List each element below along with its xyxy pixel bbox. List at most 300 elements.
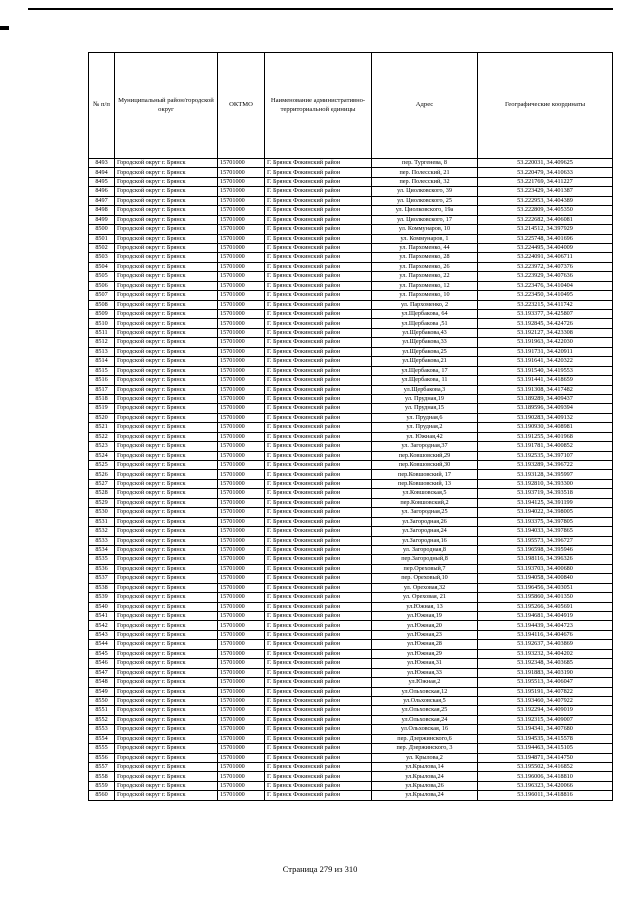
table-row <box>89 678 613 687</box>
table-row <box>89 291 613 300</box>
cell-geo: 53.191963, 34.422030 <box>478 338 613 347</box>
cell-geo: 53.194681, 34.404919 <box>478 612 613 621</box>
cell-num: 8548 <box>89 678 115 687</box>
cell-num: 8558 <box>89 772 115 781</box>
table-row <box>89 489 613 498</box>
cell-unit: Г. Брянск Фокинский район <box>265 234 372 243</box>
cell-district: Городской округ г. Брянск <box>115 564 218 573</box>
cell-address: ул.Щербакова, 64 <box>372 310 478 319</box>
cell-num: 8511 <box>89 328 115 337</box>
cell-unit: Г. Брянск Фокинский район <box>265 168 372 177</box>
cell-num: 8517 <box>89 385 115 394</box>
table-row <box>89 659 613 668</box>
cell-district: Городской округ г. Брянск <box>115 678 218 687</box>
cell-address: ул.Ольховская,5 <box>372 696 478 705</box>
cell-district: Городской округ г. Брянск <box>115 791 218 800</box>
cell-district: Городской округ г. Брянск <box>115 668 218 677</box>
cell-unit: Г. Брянск Фокинский район <box>265 612 372 621</box>
cell-geo: 53.191641, 34.420322 <box>478 357 613 366</box>
cell-geo: 53.193719, 34.393518 <box>478 489 613 498</box>
cell-address: ул.Южная,23 <box>372 630 478 639</box>
cell-oktmo: 15701000 <box>218 300 265 309</box>
table-row <box>89 706 613 715</box>
cell-district: Городской округ г. Брянск <box>115 461 218 470</box>
cell-num: 8545 <box>89 649 115 658</box>
cell-unit: Г. Брянск Фокинский район <box>265 347 372 356</box>
cell-unit: Г. Брянск Фокинский район <box>265 432 372 441</box>
cell-unit: Г. Брянск Фокинский район <box>265 328 372 337</box>
table-row <box>89 357 613 366</box>
table-row <box>89 687 613 696</box>
cell-district: Городской округ г. Брянск <box>115 763 218 772</box>
cell-geo: 53.193128, 34.395997 <box>478 470 613 479</box>
cell-geo: 53.220031, 34.409625 <box>478 159 613 168</box>
cell-num: 8538 <box>89 583 115 592</box>
cell-address: пер. Ореховый,10 <box>372 574 478 583</box>
cell-district: Городской округ г. Брянск <box>115 517 218 526</box>
cell-num: 8503 <box>89 253 115 262</box>
cell-unit: Г. Брянск Фокинский район <box>265 187 372 196</box>
cell-geo: 53.191883, 34.403190 <box>478 668 613 677</box>
cell-oktmo: 15701000 <box>218 545 265 554</box>
cell-unit: Г. Брянск Фокинский район <box>265 366 372 375</box>
cell-num: 8540 <box>89 602 115 611</box>
cell-num: 8528 <box>89 489 115 498</box>
cell-address: ул. Пархоменко, 44 <box>372 243 478 252</box>
cell-unit: Г. Брянск Фокинский район <box>265 281 372 290</box>
cell-unit: Г. Брянск Фокинский район <box>265 621 372 630</box>
cell-unit: Г. Брянск Фокинский район <box>265 715 372 724</box>
cell-num: 8498 <box>89 206 115 215</box>
cell-oktmo: 15701000 <box>218 715 265 724</box>
cell-address: ул. Циолковского, 39 <box>372 187 478 196</box>
cell-address: ул.Щербакова,43 <box>372 328 478 337</box>
cell-unit: Г. Брянск Фокинский район <box>265 243 372 252</box>
cell-oktmo: 15701000 <box>218 272 265 281</box>
table-row <box>89 451 613 460</box>
cell-oktmo: 15701000 <box>218 621 265 630</box>
cell-oktmo: 15701000 <box>218 744 265 753</box>
cell-num: 8560 <box>89 791 115 800</box>
cell-geo: 53.223972, 34.407376 <box>478 262 613 271</box>
cell-geo: 53.191781, 34.400852 <box>478 442 613 451</box>
cell-geo: 53.192637, 34.403869 <box>478 640 613 649</box>
cell-num: 8501 <box>89 234 115 243</box>
cell-geo: 53.196011, 34.418816 <box>478 791 613 800</box>
cell-geo: 53.195266, 34.405691 <box>478 602 613 611</box>
cell-unit: Г. Брянск Фокинский район <box>265 640 372 649</box>
cell-geo: 53.196598, 34.395946 <box>478 545 613 554</box>
cell-geo: 53.192845, 34.424726 <box>478 319 613 328</box>
cell-num: 8520 <box>89 413 115 422</box>
cell-oktmo: 15701000 <box>218 347 265 356</box>
cell-address: ул. Пархоменко, 28 <box>372 253 478 262</box>
cell-unit: Г. Брянск Фокинский район <box>265 461 372 470</box>
cell-oktmo: 15701000 <box>218 536 265 545</box>
cell-district: Городской округ г. Брянск <box>115 479 218 488</box>
cell-oktmo: 15701000 <box>218 696 265 705</box>
table-row <box>89 545 613 554</box>
cell-address: ул. Прудная,2 <box>372 423 478 432</box>
table-row <box>89 593 613 602</box>
cell-num: 8509 <box>89 310 115 319</box>
cell-address: ул.Южная,33 <box>372 668 478 677</box>
cell-oktmo: 15701000 <box>218 659 265 668</box>
cell-geo: 53.193232, 34.404202 <box>478 649 613 658</box>
cell-num: 8550 <box>89 696 115 705</box>
cell-oktmo: 15701000 <box>218 394 265 403</box>
cell-unit: Г. Брянск Фокинский район <box>265 791 372 800</box>
cell-district: Городской округ г. Брянск <box>115 706 218 715</box>
cell-num: 8530 <box>89 508 115 517</box>
cell-oktmo: 15701000 <box>218 678 265 687</box>
cell-address: пер.Ковшовский,29 <box>372 451 478 460</box>
table-row <box>89 470 613 479</box>
cell-geo: 53.225748, 34.401696 <box>478 234 613 243</box>
cell-address: ул. Прудная,15 <box>372 404 478 413</box>
cell-geo: 53.194058, 34.400840 <box>478 574 613 583</box>
cell-unit: Г. Брянск Фокинский район <box>265 300 372 309</box>
cell-address: ул.Щербакова,33 <box>372 338 478 347</box>
cell-geo: 53.190930, 34.408981 <box>478 423 613 432</box>
cell-district: Городской округ г. Брянск <box>115 206 218 215</box>
cell-oktmo: 15701000 <box>218 451 265 460</box>
cell-district: Городской округ г. Брянск <box>115 366 218 375</box>
cell-address: ул. Крылова,2 <box>372 753 478 762</box>
cell-unit: Г. Брянск Фокинский район <box>265 442 372 451</box>
cell-num: 8539 <box>89 593 115 602</box>
cell-unit: Г. Брянск Фокинский район <box>265 357 372 366</box>
cell-oktmo: 15701000 <box>218 781 265 790</box>
table-row <box>89 159 613 168</box>
cell-num: 8536 <box>89 564 115 573</box>
cell-address: ул. Ореховая, 21 <box>372 593 478 602</box>
cell-oktmo: 15701000 <box>218 772 265 781</box>
cell-unit: Г. Брянск Фокинский район <box>265 262 372 271</box>
cell-num: 8531 <box>89 517 115 526</box>
cell-oktmo: 15701000 <box>218 612 265 621</box>
cell-unit: Г. Брянск Фокинский район <box>265 489 372 498</box>
cell-address: ул.Крылова,24 <box>372 791 478 800</box>
cell-district: Городской округ г. Брянск <box>115 508 218 517</box>
table-row <box>89 772 613 781</box>
cell-unit: Г. Брянск Фокинский район <box>265 310 372 319</box>
cell-district: Городской округ г. Брянск <box>115 432 218 441</box>
cell-geo: 53.194022, 34.398005 <box>478 508 613 517</box>
cell-district: Городской округ г. Брянск <box>115 196 218 205</box>
cell-unit: Г. Брянск Фокинский район <box>265 555 372 564</box>
cell-oktmo: 15701000 <box>218 413 265 422</box>
cell-num: 8522 <box>89 432 115 441</box>
cell-address: ул. Пархоменко, 12 <box>372 281 478 290</box>
cell-oktmo: 15701000 <box>218 366 265 375</box>
cell-address: ул.Южная,28 <box>372 640 478 649</box>
cell-geo: 53.194033, 34.397865 <box>478 527 613 536</box>
cell-oktmo: 15701000 <box>218 196 265 205</box>
cell-num: 8524 <box>89 451 115 460</box>
footer-total: 310 <box>344 864 358 874</box>
table-row <box>89 527 613 536</box>
table-row <box>89 187 613 196</box>
cell-oktmo: 15701000 <box>218 338 265 347</box>
cell-num: 8496 <box>89 187 115 196</box>
cell-geo: 53.192127, 34.423308 <box>478 328 613 337</box>
cell-address: ул.Щербакова,21 <box>372 357 478 366</box>
table-row <box>89 744 613 753</box>
cell-oktmo: 15701000 <box>218 489 265 498</box>
cell-geo: 53.195573, 34.396727 <box>478 536 613 545</box>
cell-unit: Г. Брянск Фокинский район <box>265 404 372 413</box>
cell-address: ул.Ольховская,25 <box>372 706 478 715</box>
cell-geo: 53.194439, 34.404723 <box>478 621 613 630</box>
header-num: № п/п <box>89 53 115 159</box>
cell-address: ул. Циолковского, 25 <box>372 196 478 205</box>
cell-num: 8516 <box>89 376 115 385</box>
cell-address: пер.Загородный,8 <box>372 555 478 564</box>
cell-address: ул.Щербакова,25 <box>372 347 478 356</box>
table-row <box>89 725 613 734</box>
table-row <box>89 583 613 592</box>
cell-unit: Г. Брянск Фокинский район <box>265 159 372 168</box>
cell-district: Городской округ г. Брянск <box>115 545 218 554</box>
cell-unit: Г. Брянск Фокинский район <box>265 536 372 545</box>
cell-address: ул. Загородная,37 <box>372 442 478 451</box>
cell-unit: Г. Брянск Фокинский район <box>265 781 372 790</box>
cell-address: ул. Загородная,8 <box>372 545 478 554</box>
cell-unit: Г. Брянск Фокинский район <box>265 376 372 385</box>
table-row <box>89 498 613 507</box>
cell-district: Городской округ г. Брянск <box>115 612 218 621</box>
cell-address: ул.Южная,31 <box>372 659 478 668</box>
cell-address: пер. Полесский, 32 <box>372 177 478 186</box>
cell-unit: Г. Брянск Фокинский район <box>265 772 372 781</box>
table-row <box>89 253 613 262</box>
cell-address: ул. Ореховая,32 <box>372 583 478 592</box>
cell-address: пер.Ковшовский, 13 <box>372 479 478 488</box>
cell-address: пер. Дзержинского,6 <box>372 734 478 743</box>
table-row <box>89 376 613 385</box>
cell-oktmo: 15701000 <box>218 470 265 479</box>
cell-geo: 53.189596, 34.409394 <box>478 404 613 413</box>
cell-num: 8505 <box>89 272 115 281</box>
header-unit: Наименование административно-территориальной единицы <box>265 53 372 159</box>
cell-geo: 53.196323, 34.420066 <box>478 781 613 790</box>
cell-district: Городской округ г. Брянск <box>115 159 218 168</box>
cell-district: Городской округ г. Брянск <box>115 640 218 649</box>
cell-address: ул. Коммунаров, 10 <box>372 225 478 234</box>
cell-district: Городской округ г. Брянск <box>115 253 218 262</box>
header-geo: Географические координаты <box>478 53 613 159</box>
cell-unit: Г. Брянск Фокинский район <box>265 291 372 300</box>
cell-oktmo: 15701000 <box>218 508 265 517</box>
cell-geo: 53.192535, 34.397107 <box>478 451 613 460</box>
cell-oktmo: 15701000 <box>218 243 265 252</box>
cell-district: Городской округ г. Брянск <box>115 187 218 196</box>
cell-oktmo: 15701000 <box>218 159 265 168</box>
cell-oktmo: 15701000 <box>218 177 265 186</box>
table-row <box>89 432 613 441</box>
cell-oktmo: 15701000 <box>218 234 265 243</box>
cell-geo: 53.195502, 34.416852 <box>478 763 613 772</box>
cell-num: 8500 <box>89 225 115 234</box>
table-row <box>89 696 613 705</box>
cell-district: Городской округ г. Брянск <box>115 272 218 281</box>
table-row <box>89 612 613 621</box>
cell-address: ул. Прудная,6 <box>372 413 478 422</box>
cell-oktmo: 15701000 <box>218 291 265 300</box>
cell-unit: Г. Брянск Фокинский район <box>265 725 372 734</box>
table-row <box>89 640 613 649</box>
cell-geo: 53.214512, 34.397929 <box>478 225 613 234</box>
cell-num: 8515 <box>89 366 115 375</box>
cell-num: 8557 <box>89 763 115 772</box>
cell-district: Городской округ г. Брянск <box>115 394 218 403</box>
cell-oktmo: 15701000 <box>218 461 265 470</box>
cell-address: ул.Ольховская, 16 <box>372 725 478 734</box>
table-row <box>89 791 613 800</box>
header-district: Муниципальный район/городской округ <box>115 53 218 159</box>
cell-unit: Г. Брянск Фокинский район <box>265 215 372 224</box>
cell-geo: 53.224495, 34.404009 <box>478 243 613 252</box>
cell-geo: 53.192810, 34.393300 <box>478 479 613 488</box>
cell-unit: Г. Брянск Фокинский район <box>265 479 372 488</box>
cell-unit: Г. Брянск Фокинский район <box>265 744 372 753</box>
cell-unit: Г. Брянск Фокинский район <box>265 678 372 687</box>
table-row <box>89 602 613 611</box>
cell-unit: Г. Брянск Фокинский район <box>265 470 372 479</box>
cell-oktmo: 15701000 <box>218 168 265 177</box>
cell-district: Городской округ г. Брянск <box>115 583 218 592</box>
cell-geo: 53.195191, 34.407822 <box>478 687 613 696</box>
cell-unit: Г. Брянск Фокинский район <box>265 593 372 602</box>
cell-geo: 53.196006, 34.418810 <box>478 772 613 781</box>
cell-num: 8499 <box>89 215 115 224</box>
table-row <box>89 338 613 347</box>
cell-num: 8556 <box>89 753 115 762</box>
cell-address: ул.Загородная,16 <box>372 536 478 545</box>
cell-address: ул.Ольховская,24 <box>372 715 478 724</box>
cell-district: Городской округ г. Брянск <box>115 215 218 224</box>
cell-address: ул.Крылова,14 <box>372 763 478 772</box>
cell-geo: 53.221769, 34.411227 <box>478 177 613 186</box>
cell-oktmo: 15701000 <box>218 319 265 328</box>
cell-unit: Г. Брянск Фокинский район <box>265 583 372 592</box>
cell-oktmo: 15701000 <box>218 593 265 602</box>
table-row <box>89 404 613 413</box>
table-row <box>89 385 613 394</box>
cell-num: 8497 <box>89 196 115 205</box>
cell-num: 8533 <box>89 536 115 545</box>
cell-oktmo: 15701000 <box>218 583 265 592</box>
cell-oktmo: 15701000 <box>218 253 265 262</box>
cell-num: 8534 <box>89 545 115 554</box>
cell-district: Городской округ г. Брянск <box>115 649 218 658</box>
cell-address: ул.Крылова,24 <box>372 772 478 781</box>
cell-unit: Г. Брянск Фокинский район <box>265 545 372 554</box>
cell-num: 8514 <box>89 357 115 366</box>
cell-oktmo: 15701000 <box>218 640 265 649</box>
cell-oktmo: 15701000 <box>218 262 265 271</box>
cell-geo: 53.191540, 34.419553 <box>478 366 613 375</box>
cell-district: Городской округ г. Брянск <box>115 404 218 413</box>
table-row <box>89 423 613 432</box>
table-row <box>89 649 613 658</box>
cell-oktmo: 15701000 <box>218 423 265 432</box>
cell-district: Городской округ г. Брянск <box>115 687 218 696</box>
top-rule <box>28 8 613 10</box>
cell-geo: 53.192348, 34.403685 <box>478 659 613 668</box>
table-row <box>89 668 613 677</box>
cell-unit: Г. Брянск Фокинский район <box>265 602 372 611</box>
cell-address: ул. Пархоменко, 22 <box>372 272 478 281</box>
cell-unit: Г. Брянск Фокинский район <box>265 527 372 536</box>
table-row <box>89 517 613 526</box>
cell-num: 8495 <box>89 177 115 186</box>
cell-geo: 53.224091, 34.406711 <box>478 253 613 262</box>
cell-district: Городской округ г. Брянск <box>115 338 218 347</box>
cell-district: Городской округ г. Брянск <box>115 385 218 394</box>
registry-table <box>88 52 613 801</box>
cell-num: 8529 <box>89 498 115 507</box>
cell-unit: Г. Брянск Фокинский район <box>265 517 372 526</box>
cell-num: 8547 <box>89 668 115 677</box>
table-row <box>89 734 613 743</box>
cell-unit: Г. Брянск Фокинский район <box>265 753 372 762</box>
cell-oktmo: 15701000 <box>218 706 265 715</box>
cell-oktmo: 15701000 <box>218 404 265 413</box>
cell-geo: 53.194535, 34.415578 <box>478 734 613 743</box>
cell-district: Городской округ г. Брянск <box>115 262 218 271</box>
cell-address: ул.Щербакова,3 <box>372 385 478 394</box>
table-row <box>89 564 613 573</box>
cell-oktmo: 15701000 <box>218 791 265 800</box>
cell-num: 8546 <box>89 659 115 668</box>
table-row <box>89 300 613 309</box>
cell-address: пер.Ореховый,7 <box>372 564 478 573</box>
cell-geo: 53.192294, 34.409019 <box>478 706 613 715</box>
cell-unit: Г. Брянск Фокинский район <box>265 206 372 215</box>
cell-address: ул.Щербакова, 17 <box>372 366 478 375</box>
cell-oktmo: 15701000 <box>218 687 265 696</box>
table-row <box>89 177 613 186</box>
cell-oktmo: 15701000 <box>218 564 265 573</box>
table-row <box>89 347 613 356</box>
cell-oktmo: 15701000 <box>218 555 265 564</box>
cell-num: 8512 <box>89 338 115 347</box>
cell-district: Городской округ г. Брянск <box>115 659 218 668</box>
cell-geo: 53.195513, 34.406047 <box>478 678 613 687</box>
cell-geo: 53.191308, 34.417482 <box>478 385 613 394</box>
cell-district: Городской округ г. Брянск <box>115 489 218 498</box>
cell-geo: 53.194341, 34.407680 <box>478 725 613 734</box>
cell-address: ул.Южная,2 <box>372 678 478 687</box>
cell-district: Городской округ г. Брянск <box>115 300 218 309</box>
cell-unit: Г. Брянск Фокинский район <box>265 734 372 743</box>
cell-oktmo: 15701000 <box>218 385 265 394</box>
cell-oktmo: 15701000 <box>218 215 265 224</box>
cell-geo: 53.194116, 34.404676 <box>478 630 613 639</box>
cell-num: 8521 <box>89 423 115 432</box>
cell-oktmo: 15701000 <box>218 187 265 196</box>
cell-oktmo: 15701000 <box>218 206 265 215</box>
table-row <box>89 442 613 451</box>
cell-geo: 53.194871, 34.414750 <box>478 753 613 762</box>
cell-district: Городской округ г. Брянск <box>115 291 218 300</box>
cell-district: Городской округ г. Брянск <box>115 225 218 234</box>
cell-oktmo: 15701000 <box>218 225 265 234</box>
cell-oktmo: 15701000 <box>218 574 265 583</box>
cell-oktmo: 15701000 <box>218 527 265 536</box>
